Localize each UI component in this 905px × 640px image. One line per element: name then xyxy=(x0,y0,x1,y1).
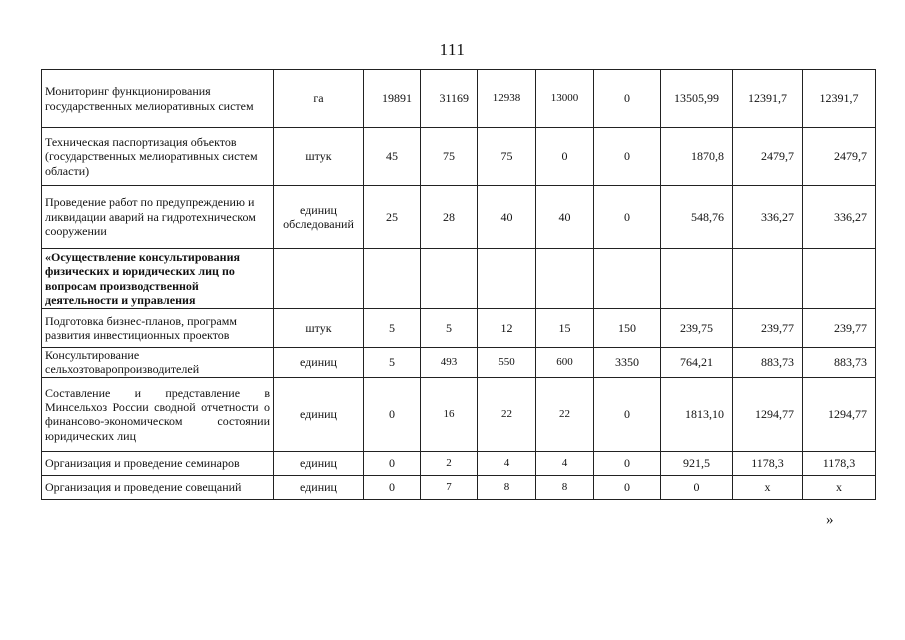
table-cell: 1813,10 xyxy=(661,377,733,451)
table-cell: 1178,3 xyxy=(733,451,803,475)
table-cell: 883,73 xyxy=(733,348,803,378)
table-cell: 2479,7 xyxy=(733,128,803,186)
table-cell xyxy=(733,249,803,309)
row-name: Организация и проведение совещаний xyxy=(42,475,274,499)
table-cell xyxy=(364,249,421,309)
table-cell xyxy=(478,249,536,309)
row-unit: единиц xyxy=(274,348,364,378)
table-cell: 5 xyxy=(421,309,478,348)
table-cell: 8 xyxy=(536,475,594,499)
table-cell: 40 xyxy=(478,186,536,249)
table-cell: 0 xyxy=(594,451,661,475)
table-cell xyxy=(594,249,661,309)
table-cell xyxy=(803,249,876,309)
table-cell: 1178,3 xyxy=(803,451,876,475)
table-cell: 8 xyxy=(478,475,536,499)
row-unit: единиц xyxy=(274,377,364,451)
table-cell: 19891 xyxy=(364,70,421,128)
table-cell: 4 xyxy=(536,451,594,475)
table-cell: 2479,7 xyxy=(803,128,876,186)
table-row xyxy=(42,128,876,186)
table-cell: 1294,77 xyxy=(803,377,876,451)
row-unit: га xyxy=(274,70,364,128)
table-row xyxy=(42,475,876,499)
row-name: Техническая паспортизация объектов (государственных мелиоративных систем области) xyxy=(42,128,274,186)
table-cell: 921,5 xyxy=(661,451,733,475)
table-cell: 15 xyxy=(536,309,594,348)
table-cell: 0 xyxy=(364,475,421,499)
table-cell: 16 xyxy=(421,377,478,451)
table-cell: 31169 xyxy=(421,70,478,128)
table-cell: х xyxy=(733,475,803,499)
table-cell: 0 xyxy=(364,451,421,475)
table-cell: 0 xyxy=(536,128,594,186)
table-cell xyxy=(661,249,733,309)
table-cell: 0 xyxy=(364,377,421,451)
table-cell: 7 xyxy=(421,475,478,499)
table-cell: 600 xyxy=(536,348,594,378)
table-cell: 239,77 xyxy=(733,309,803,348)
table-cell: 5 xyxy=(364,348,421,378)
table-row xyxy=(42,377,876,451)
table-cell: 1294,77 xyxy=(733,377,803,451)
row-name: Консультирование сельхозтоваропроизводителей xyxy=(42,348,274,378)
row-name: Подготовка бизнес-планов, программ развития инвестиционных проектов xyxy=(42,309,274,348)
table-cell: 5 xyxy=(364,309,421,348)
table-cell: 0 xyxy=(594,377,661,451)
table-cell xyxy=(536,249,594,309)
section-heading: «Осуществление консультирования физических и юридических лиц по вопросам производственной деятельности и управления xyxy=(42,249,274,309)
closing-quote: » xyxy=(826,512,834,528)
row-name: Мониторинг функционирования государственных мелиоративных систем xyxy=(42,70,274,128)
table-cell: 75 xyxy=(478,128,536,186)
row-unit: штук xyxy=(274,128,364,186)
row-name: Составление и представление в Минсельхоз России сводной отчетности о финансово-экономическом состоянии юридических лиц xyxy=(42,377,274,451)
row-name: Организация и проведение семинаров xyxy=(42,451,274,475)
row-unit xyxy=(274,249,364,309)
table-cell: 45 xyxy=(364,128,421,186)
row-unit: единиц xyxy=(274,451,364,475)
table-row xyxy=(42,70,876,128)
table-cell: 239,75 xyxy=(661,309,733,348)
table-cell: 75 xyxy=(421,128,478,186)
table-cell: 25 xyxy=(364,186,421,249)
table-cell: 883,73 xyxy=(803,348,876,378)
table-cell: 0 xyxy=(594,186,661,249)
table-cell: 12938 xyxy=(478,70,536,128)
table-cell: 336,27 xyxy=(733,186,803,249)
table-row xyxy=(42,451,876,475)
table-cell: 150 xyxy=(594,309,661,348)
row-name: Проведение работ по предупреждению и ликвидации аварий на гидротехническом сооружении xyxy=(42,186,274,249)
row-unit: штук xyxy=(274,309,364,348)
table-cell: 12391,7 xyxy=(803,70,876,128)
page-number: 111 xyxy=(439,40,466,59)
table-cell: 12391,7 xyxy=(733,70,803,128)
indicators-table xyxy=(41,69,876,500)
table-cell: 22 xyxy=(536,377,594,451)
table-row xyxy=(42,249,876,309)
table-cell: 40 xyxy=(536,186,594,249)
table-cell: 0 xyxy=(594,128,661,186)
table-row xyxy=(42,309,876,348)
table-cell: 550 xyxy=(478,348,536,378)
table-row xyxy=(42,348,876,378)
table-cell: 2 xyxy=(421,451,478,475)
table-cell: 239,77 xyxy=(803,309,876,348)
table-cell: 22 xyxy=(478,377,536,451)
table-cell: 493 xyxy=(421,348,478,378)
table-cell: 0 xyxy=(661,475,733,499)
table-row xyxy=(42,186,876,249)
table-cell: 13000 xyxy=(536,70,594,128)
table-cell: 12 xyxy=(478,309,536,348)
table-cell: 28 xyxy=(421,186,478,249)
table-cell: 548,76 xyxy=(661,186,733,249)
table-cell: 764,21 xyxy=(661,348,733,378)
row-unit: единиц обследований xyxy=(274,186,364,249)
table-cell: 3350 xyxy=(594,348,661,378)
table-cell: 0 xyxy=(594,70,661,128)
table-cell: х xyxy=(803,475,876,499)
table-cell: 336,27 xyxy=(803,186,876,249)
table-cell: 1870,8 xyxy=(661,128,733,186)
table-cell: 0 xyxy=(594,475,661,499)
table-cell: 4 xyxy=(478,451,536,475)
row-unit: единиц xyxy=(274,475,364,499)
table-cell: 13505,99 xyxy=(661,70,733,128)
table-cell xyxy=(421,249,478,309)
